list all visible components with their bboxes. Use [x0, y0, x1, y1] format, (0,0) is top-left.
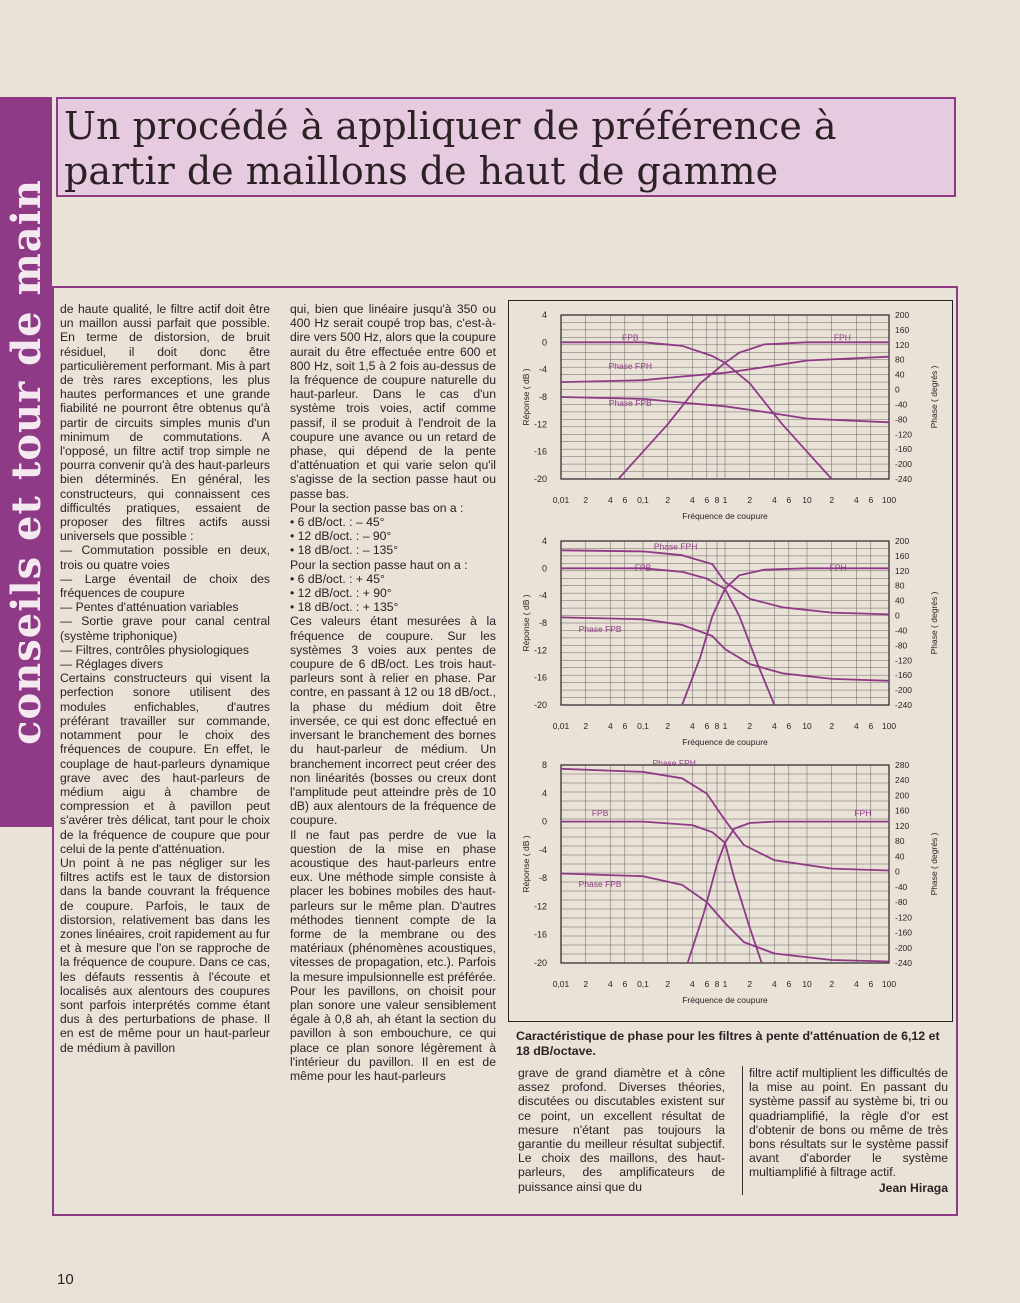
figure-caption: Caractéristique de phase pour les filtres à pente d'atténuation de 6,12 et 18 dB/octave.: [516, 1029, 940, 1058]
paragraph: Pour la section passe bas on a :: [290, 500, 464, 515]
x-tick-label: 6: [704, 979, 710, 989]
x-tick-label: 100: [881, 721, 897, 731]
y2-tick-label: -240: [895, 958, 913, 968]
paragraph: Il ne faut pas perdre de vue la question de la mise en phase acoustique des haut-parleurs entre eux. Une méthode simple consiste à placer les bobines mobiles des haut-parleurs sur le même plan. D'autres méthodes tiennent compte de la forme de la membrane ou des matériaux (phénomènes acoustiques, vitesses de propagation, etc.). Parfois la mesure impulsionnelle est préférée. Pour les pavillons, on choisit pour plan sonore une valeur sensiblement égale à 0,8 ah, ah étant la section du pavillon à son embouchure, ce qui place ce plan sonore légèrement à l'intérieur du pavillon. Il en est de même pour les haut-parleurs: [290, 827, 496, 1083]
x-tick-label: 2: [747, 495, 753, 505]
y-tick-label: -12: [533, 419, 547, 430]
y2-tick-label: -240: [895, 700, 913, 710]
y2-tick-label: 80: [895, 354, 905, 365]
x-tick-label: 2: [583, 979, 589, 989]
y-tick-label: -8: [538, 618, 547, 628]
y-tick-label: 4: [541, 310, 547, 320]
y2-tick-label: 40: [895, 851, 905, 862]
phase-chart-2: [521, 536, 939, 747]
article-column-3: [518, 1066, 725, 1194]
list-item: — Réglages divers: [60, 657, 163, 672]
list-item: • 18 dB/oct. : + 135°: [290, 600, 399, 615]
y2-tick-label: -160: [895, 927, 913, 938]
y-axis-label: Réponse ( dB ): [521, 594, 531, 652]
x-tick-label: 4: [690, 979, 695, 989]
x-tick-label: 4: [854, 495, 859, 505]
x-tick-label: 100: [881, 979, 897, 989]
x-tick-label: 2: [665, 979, 671, 989]
series-label: Phase FPB: [608, 398, 652, 409]
x-tick-label: 6: [868, 979, 874, 989]
x-tick-label: 2: [665, 495, 671, 505]
charts-panel: [508, 300, 953, 1022]
y2-tick-label: 80: [895, 580, 905, 591]
y-tick-label: -12: [533, 645, 547, 656]
x-tick-label: 2: [829, 495, 835, 505]
x-tick-label: 4: [608, 721, 613, 731]
series-line-fph: [688, 822, 889, 963]
y2-tick-label: -160: [895, 444, 913, 455]
x-tick-label: 0,01: [552, 495, 570, 505]
series-label: Phase FPH: [652, 758, 696, 769]
list-item: — Large éventail de choix des fréquences de coupure: [60, 571, 270, 601]
y2-tick-label: 120: [895, 820, 910, 831]
y2-tick-label: 0: [895, 384, 900, 395]
phase-charts: [509, 301, 951, 1020]
y-tick-label: 0: [541, 563, 547, 574]
paragraph: filtre actif multiplient les difficultés de la mise au point. En passant du système passif au système bi, tri ou quadriamplifié, la règle d'or est d'obtenir de bons ou même de très bons résultats sur le système passif avant d'aborder le système multiamplifié à filtrage actif.: [749, 1066, 948, 1180]
x-tick-label: 0,1: [637, 979, 649, 989]
x-tick-label: 8: [714, 979, 720, 989]
x-tick-label: 100: [881, 495, 897, 505]
y2-tick-label: -40: [895, 625, 908, 636]
list-item: • 12 dB/oct. : – 90°: [290, 529, 392, 544]
y2-tick-label: 200: [895, 536, 910, 546]
x-tick-label: 0,1: [637, 721, 649, 731]
x-tick-label: 4: [854, 721, 859, 731]
y2-tick-label: -40: [895, 881, 908, 892]
x-tick-label: 0,1: [637, 495, 649, 505]
series-label: FPH: [854, 808, 872, 819]
paragraph: qui, bien que linéaire jusqu'à 350 ou 400 Hz serait coupé trop bas, c'est-à-dire vers 500 Hz, alors que la coupure aurait du être effectuée entre 600 et 800 Hz, soit 1,5 à 2 fois au-dessus de la fréquence de coupure naturelle du haut-parleur. Dans le cas d'un système trois voies, actif comme passif, il se produit à l'endroit de la coupure une avance ou un retard de phase, qui dépend de la pente d'atténuation et qui varie selon qu'il s'agisse de la section passe haut ou passe bas.: [290, 302, 496, 501]
y-axis-label: Réponse ( dB ): [521, 368, 531, 426]
y-tick-label: -12: [533, 901, 547, 912]
y-tick-label: -16: [533, 929, 547, 940]
y-tick-label: 4: [541, 788, 547, 799]
y2-tick-label: 240: [895, 775, 910, 786]
article-column-2: [290, 302, 496, 1083]
series-label: Phase FPH: [653, 541, 698, 552]
y2-tick-label: 160: [895, 805, 910, 816]
y2-axis-label: Phase ( degrés ): [929, 591, 939, 655]
x-tick-label: 2: [829, 979, 835, 989]
series-label: FPB: [622, 332, 639, 343]
y-tick-label: -20: [533, 474, 547, 484]
article-column-4: [742, 1066, 948, 1195]
x-tick-label: 6: [868, 495, 874, 505]
y2-tick-label: 120: [895, 339, 910, 350]
y2-tick-label: 200: [895, 310, 910, 320]
y-tick-label: -8: [538, 873, 547, 884]
y2-tick-label: 80: [895, 836, 905, 847]
series-label: Phase FPH: [608, 360, 653, 371]
phase-chart-1: [521, 310, 939, 521]
list-item: — Filtres, contrôles physiologiques: [60, 642, 249, 657]
x-tick-label: 6: [704, 495, 710, 505]
list-item: • 6 dB/oct. : – 45°: [290, 515, 385, 530]
paragraph: Un point à ne pas négliger sur les filtres actifs est le taux de distorsion dans la bande couvrant la fréquence de coupure. Parfois, le taux de distorsion, relativement bas dans les zones linéaires, croit rapidement au fur et à mesure que l'on se rapproche de la fréquence de coupure. Dans ce cas, les défauts ressentis à l'écoute et localisés aux alentours des coupures sont parfois interprétés comme étant dus à des perturbations de phase. Il en est de même pour un haut-parleur de médium à pavillon: [60, 855, 271, 1055]
y2-tick-label: 120: [895, 565, 910, 576]
paragraph: grave de grand diamètre et à cône assez profond. Diverses théories, discutées ou discutables existent sur ce point, un excellent résultat de mesure n'étant pas toujours la garantie du meilleur résultat subjectif. Le choix des maillons, des haut-parleurs, des amplificateurs de puissance ainsi que du: [518, 1066, 725, 1194]
paragraph: Ces valeurs étant mesurées à la fréquence de coupure. Sur les systèmes 3 voies aux pentes de coupure de 6 dB/oct. Les trois haut-parleurs sont à relier en phase. Par contre, en passant à 12 ou 18 dB/oct., la phase du médium doit être inversée, ce qui est donc effectué en inversant le branchement des bornes du haut-parleur de médium. Un branchement incorrect peut créer des non linéarités (bosses ou creux dont l'amplitude peut atteindre près de 10 dB) aux alentours de la fréquence de coupure.: [290, 614, 496, 828]
x-tick-label: 4: [608, 979, 613, 989]
y-tick-label: 0: [541, 816, 547, 827]
series-label: FPB: [591, 808, 609, 819]
x-tick-label: 4: [854, 979, 859, 989]
x-tick-label: 2: [829, 721, 835, 731]
list-item: • 6 dB/oct. : + 45°: [290, 571, 385, 586]
y-tick-label: -4: [538, 590, 547, 601]
series-label: FPB: [634, 562, 652, 573]
series-label: Phase FPB: [578, 624, 622, 635]
paragraph: de haute qualité, le filtre actif doit être un maillon aussi parfait que possible. En terme de distorsion, de bruit résiduel, il doit donc être particulièrement performant. Mis à part de très rares exceptions, les plus hautes performances et une grande fiabilité ne pourront être obtenus qu'à partir de circuits simples munis d'un minimum de commutations. A l'opposé, un filtre actif trop simple ne pourra convenir qu'à des haut-parleurs bien déterminés. En général, les constructeurs, qui connaissent ces difficultés pratiques, essaient de proposer des filtres actifs aussi universels que possible :: [60, 302, 270, 544]
x-tick-label: 10: [802, 721, 812, 731]
y2-tick-label: -80: [895, 897, 908, 908]
x-tick-label: 6: [622, 721, 628, 731]
x-tick-label: 6: [786, 979, 792, 989]
author-signature: Jean Hiraga: [878, 1180, 948, 1195]
y2-tick-label: -80: [895, 414, 908, 425]
x-tick-label: 1: [722, 495, 728, 505]
series-label: Phase FPB: [578, 878, 622, 889]
x-tick-label: 0,01: [552, 979, 570, 989]
x-tick-label: 6: [622, 979, 628, 989]
y2-tick-label: -120: [895, 655, 913, 666]
x-tick-label: 2: [747, 979, 753, 989]
y-tick-label: 4: [541, 536, 547, 546]
y2-tick-label: -40: [895, 399, 908, 410]
y2-tick-label: -200: [895, 942, 913, 953]
y-tick-label: -20: [533, 700, 547, 710]
y-tick-label: -20: [533, 958, 547, 968]
x-tick-label: 4: [772, 979, 777, 989]
y2-tick-label: 160: [895, 550, 910, 561]
y2-tick-label: -240: [895, 474, 913, 484]
y-tick-label: 8: [541, 760, 547, 770]
y2-tick-label: -200: [895, 685, 913, 696]
x-axis-label: Fréquence de coupure: [682, 737, 768, 747]
x-tick-label: 6: [622, 495, 628, 505]
y-tick-label: -4: [538, 844, 547, 855]
y2-tick-label: 200: [895, 790, 910, 801]
x-tick-label: 1: [722, 721, 728, 731]
x-tick-label: 10: [802, 979, 812, 989]
y-axis-label: Réponse ( dB ): [521, 835, 531, 893]
x-tick-label: 6: [868, 721, 874, 731]
x-tick-label: 4: [608, 495, 613, 505]
y2-tick-label: -120: [895, 912, 913, 923]
list-item: • 18 dB/oct. : – 135°: [290, 543, 399, 558]
list-item: — Sortie grave pour canal central (système triphonique): [60, 614, 270, 643]
series-label: FPH: [829, 562, 847, 573]
y2-axis-label: Phase ( degrés ): [929, 365, 939, 429]
y2-tick-label: 0: [895, 610, 900, 621]
x-tick-label: 2: [583, 721, 589, 731]
y2-axis-label: Phase ( degrés ): [929, 832, 939, 896]
x-tick-label: 8: [714, 495, 720, 505]
list-item: — Commutation possible en deux, trois ou quatre voies: [60, 543, 270, 572]
y-tick-label: -4: [538, 364, 547, 375]
x-tick-label: 4: [690, 495, 695, 505]
y2-tick-label: 160: [895, 324, 910, 335]
series-label: FPH: [833, 332, 851, 343]
y2-tick-label: 40: [895, 369, 905, 380]
y2-tick-label: -200: [895, 459, 913, 470]
y2-tick-label: 280: [895, 760, 910, 770]
x-tick-label: 2: [665, 721, 671, 731]
section-label: conseils et tour de main: [2, 179, 50, 745]
series-line-fpb: [561, 822, 762, 963]
page-number: 10: [57, 1271, 74, 1288]
paragraph: Pour la section passe haut on a :: [290, 557, 468, 572]
x-tick-label: 4: [772, 495, 777, 505]
y2-tick-label: 40: [895, 595, 905, 606]
y-tick-label: -16: [533, 672, 547, 683]
x-axis-label: Fréquence de coupure: [682, 511, 768, 521]
x-tick-label: 4: [690, 721, 695, 731]
x-tick-label: 0,01: [552, 721, 570, 731]
list-item: • 12 dB/oct. : + 90°: [290, 586, 392, 601]
list-item: — Pentes d'atténuation variables: [60, 600, 239, 615]
x-tick-label: 8: [714, 721, 720, 731]
x-tick-label: 1: [722, 979, 728, 989]
y-tick-label: -8: [538, 392, 547, 402]
x-tick-label: 4: [772, 721, 777, 731]
y2-tick-label: -120: [895, 429, 913, 440]
paragraph: Certains constructeurs qui visent la perfection sonore utilisent des modules enfichables, d'autres préférant travailler sur commande, notamment pour le choix des fréquences de coupure. En effet, le couplage de haut-parleurs dynamique grave avec des haut-parleurs de médium aigu à chambre de compression et à pavillon peut s'avérer très délicat, tant pour le choix de la fréquence de coupure que pour celui de la pente d'atténuation.: [60, 671, 270, 856]
phase-chart-3: [521, 758, 939, 1005]
article-column-1: [60, 302, 270, 1055]
y-tick-label: -16: [533, 446, 547, 457]
y-tick-label: 0: [541, 337, 547, 348]
x-tick-label: 10: [802, 495, 812, 505]
y2-tick-label: 0: [895, 866, 900, 877]
x-axis-label: Fréquence de coupure: [682, 995, 768, 1005]
headline: Un procédé à appliquer de préférence à partir de maillons de haut de gamme: [64, 104, 837, 193]
x-tick-label: 6: [786, 495, 792, 505]
x-tick-label: 2: [583, 495, 589, 505]
x-tick-label: 2: [747, 721, 753, 731]
x-tick-label: 6: [704, 721, 710, 731]
x-tick-label: 6: [786, 721, 792, 731]
y2-tick-label: -80: [895, 640, 908, 651]
y2-tick-label: -160: [895, 670, 913, 681]
